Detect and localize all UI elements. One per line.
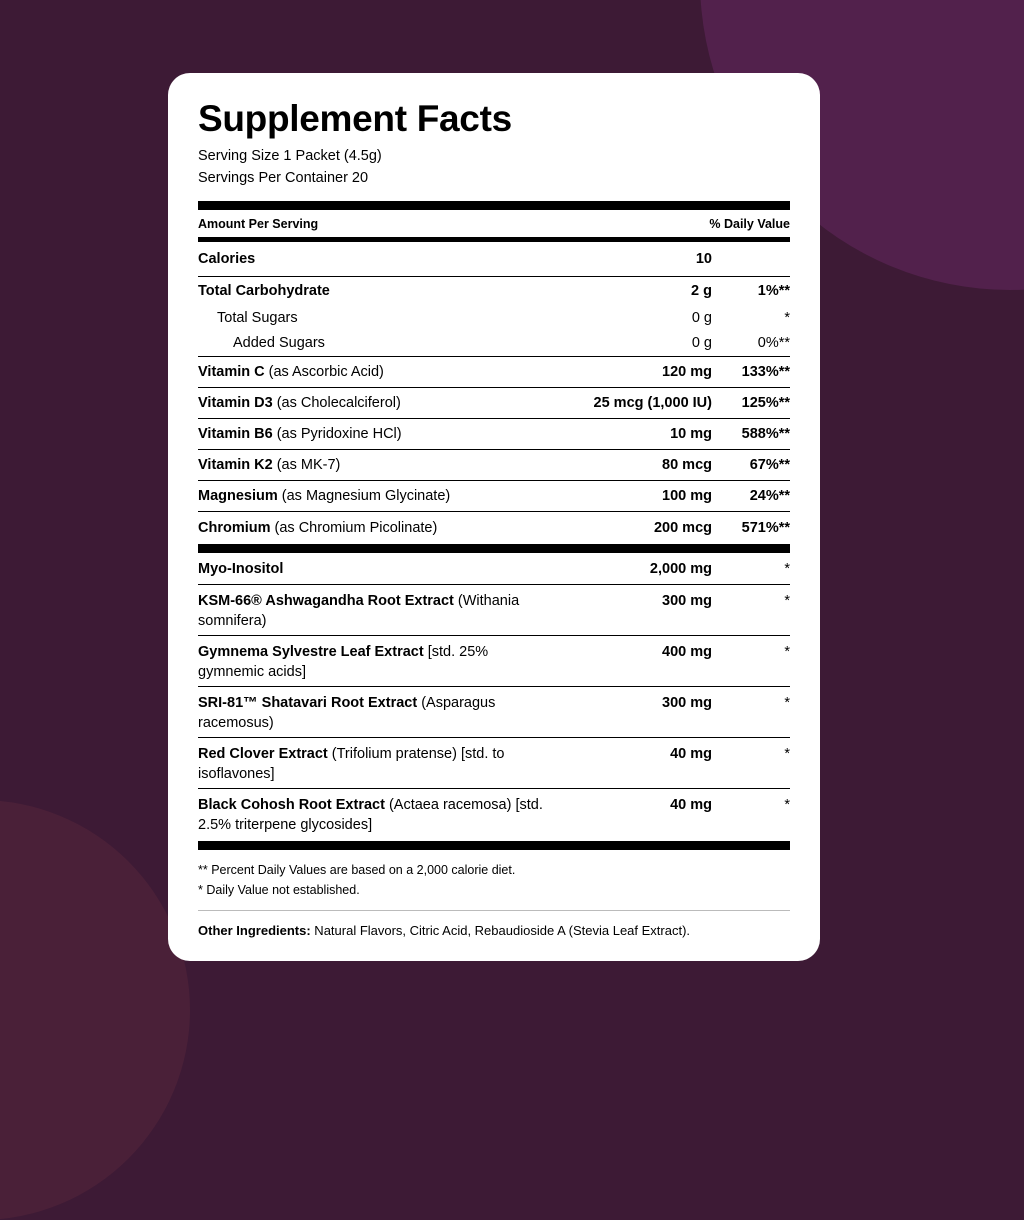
vitamin-row <box>198 419 790 449</box>
calories-value: 10 <box>695 251 712 267</box>
divider-thick <box>198 201 790 210</box>
nutrient-amount: 0 g <box>691 309 712 326</box>
vitamin-row <box>198 450 790 480</box>
blend-name: Red Clover Extract <box>198 746 328 762</box>
blend-name: SRI-81™ Shatavari Root Extract <box>198 695 418 711</box>
blend-dv: * <box>784 561 790 577</box>
blend-row <box>198 553 790 584</box>
nutrient-row <box>198 330 790 356</box>
blend-detail-line2: racemosus) <box>198 715 274 731</box>
nutrient-dv: 1%** <box>757 283 790 299</box>
blend-row <box>198 585 790 635</box>
other-ingredients <box>198 923 790 938</box>
vitamin-name: Vitamin C <box>198 364 265 380</box>
vitamin-name: Magnesium <box>198 488 278 504</box>
vitamin-dv: 133%** <box>741 364 790 380</box>
nutrient-dv: 0%** <box>757 335 790 351</box>
vitamin-detail: (as Cholecalciferol) <box>272 395 401 411</box>
blend-amount: 300 mg <box>662 695 712 711</box>
vitamin-name: Vitamin K2 <box>198 457 273 473</box>
blend-dv: * <box>784 746 790 762</box>
vitamin-dv: 24%** <box>749 488 790 504</box>
other-ingredients-label: Other Ingredients: <box>198 923 311 938</box>
blend-name: Gymnema Sylvestre Leaf Extract <box>198 644 424 660</box>
vitamin-dv: 125%** <box>741 395 790 411</box>
vitamin-detail: (as Chromium Picolinate) <box>270 520 438 536</box>
blend-detail: [std. 25% <box>423 644 489 660</box>
nutrient-row <box>198 305 790 330</box>
blend-amount: 2,000 mg <box>649 561 712 577</box>
nutrient-row <box>198 277 790 305</box>
vitamin-row <box>198 357 790 387</box>
blend-dv: * <box>784 593 790 609</box>
divider-thick <box>198 841 790 850</box>
blend-amount: 40 mg <box>670 746 712 762</box>
blend-amount: 400 mg <box>662 644 712 660</box>
nutrient-amount: 0 g <box>691 335 712 351</box>
amount-per-serving-label: Amount Per Serving <box>198 216 319 231</box>
vitamin-name: Chromium <box>198 520 271 536</box>
vitamin-dv: 588%** <box>741 426 790 442</box>
nutrient-name: Total Sugars <box>217 309 298 326</box>
blend-row <box>198 789 790 841</box>
blend-dv: * <box>784 695 790 711</box>
vitamin-amount: 200 mcg <box>653 520 712 536</box>
blend-detail: (Actaea racemosa) [std. <box>384 797 543 813</box>
blend-name: Myo-Inositol <box>198 561 284 577</box>
nutrient-name: Added Sugars <box>233 335 325 351</box>
serving-size: Serving Size 1 Packet (4.5g) <box>198 148 382 164</box>
blend-detail: (Asparagus <box>417 695 496 711</box>
blend-amount: 40 mg <box>670 797 712 813</box>
vitamin-row <box>198 388 790 418</box>
vitamin-dv: 67%** <box>749 457 790 473</box>
supplement-facts-card <box>168 73 820 961</box>
vitamin-name: Vitamin B6 <box>198 426 273 442</box>
blend-row <box>198 687 790 737</box>
nutrient-name: Total Carbohydrate <box>198 283 330 299</box>
vitamin-detail: (as MK-7) <box>272 457 341 473</box>
blend-detail-line2: somnifera) <box>198 613 267 629</box>
vitamin-amount: 100 mg <box>662 488 712 504</box>
nutrient-dv: * <box>784 309 790 326</box>
background-circle-bottom-left <box>0 800 190 1220</box>
facts-title: Supplement Facts <box>198 98 512 139</box>
blend-detail-line2: isoflavones] <box>198 766 275 782</box>
blend-detail: (Trifolium pratense) [std. to <box>327 746 505 762</box>
daily-value-label: % Daily Value <box>709 216 790 231</box>
calories-label: Calories <box>198 251 256 267</box>
footnote-dv-not-established: * Daily Value not established. <box>198 883 360 897</box>
other-ingredients-text: Natural Flavors, Citric Acid, Rebaudioside A (Stevia Leaf Extract). <box>310 923 691 938</box>
vitamin-detail: (as Magnesium Glycinate) <box>277 488 451 504</box>
blend-row <box>198 636 790 686</box>
column-header-row <box>198 210 790 237</box>
nutrient-amount: 2 g <box>691 283 712 299</box>
blend-detail-line2: gymnemic acids] <box>198 664 306 680</box>
blend-name: Black Cohosh Root Extract <box>198 797 385 813</box>
vitamin-detail: (as Pyridoxine HCl) <box>272 426 402 442</box>
vitamin-row <box>198 481 790 511</box>
divider-thick <box>198 544 790 553</box>
vitamin-dv: 571%** <box>741 520 790 536</box>
vitamin-amount: 80 mcg <box>662 457 712 473</box>
vitamin-amount: 10 mg <box>670 426 712 442</box>
blend-dv: * <box>784 644 790 660</box>
supplement-facts-panel <box>198 100 790 938</box>
blend-amount: 300 mg <box>662 593 712 609</box>
blend-detail: (Withania <box>453 593 520 609</box>
blend-name: KSM-66® Ashwagandha Root Extract <box>198 593 454 609</box>
vitamin-amount: 120 mg <box>662 364 712 380</box>
vitamin-name: Vitamin D3 <box>198 395 273 411</box>
blend-row <box>198 738 790 788</box>
calories-row <box>198 242 790 276</box>
blend-dv: * <box>784 797 790 813</box>
vitamin-row <box>198 512 790 544</box>
vitamin-detail: (as Ascorbic Acid) <box>264 364 384 380</box>
footnote-percent-dv: ** Percent Daily Values are based on a 2,000 calorie diet. <box>198 863 516 877</box>
vitamin-amount: 25 mcg (1,000 IU) <box>593 395 712 411</box>
blend-detail-line2: 2.5% triterpene glycosides] <box>198 817 373 833</box>
servings-per-container: Servings Per Container 20 <box>198 170 369 186</box>
